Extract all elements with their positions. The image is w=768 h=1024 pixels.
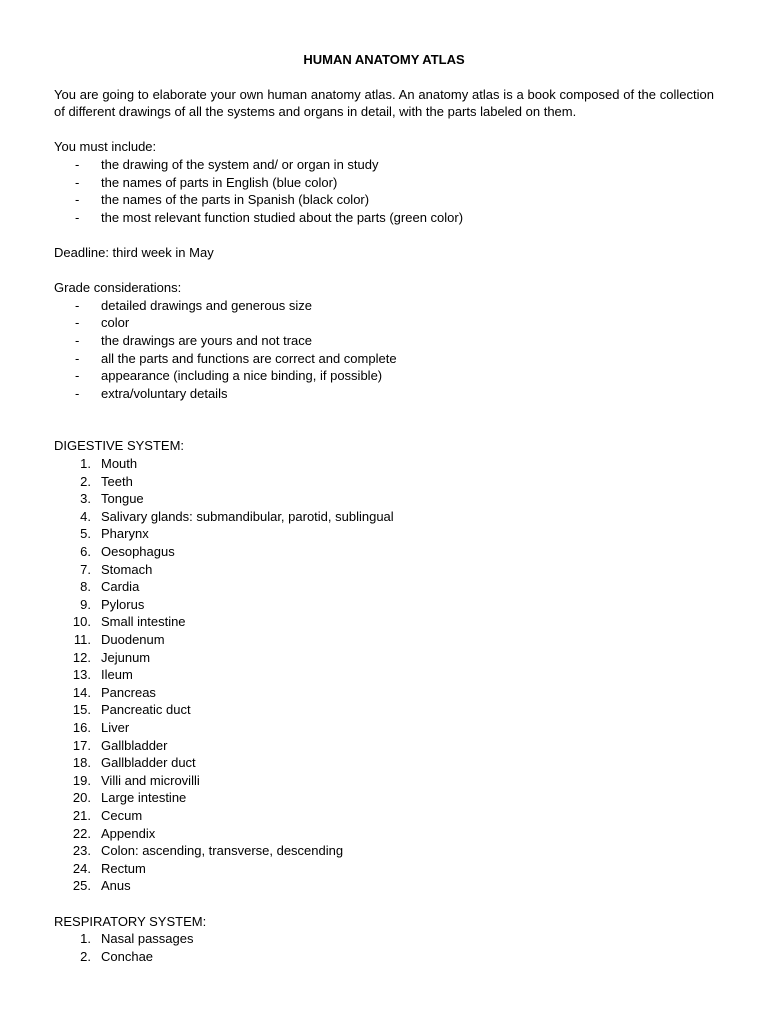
list-item: 20. Large intestine [72,790,187,806]
list-item: 23. Colon: ascending, transverse, descending [72,843,344,859]
list-item: 15. Pancreatic duct [72,702,191,718]
list-item: - the names of parts in English (blue color) [75,174,338,190]
deadline-text: Deadline: third week in May [54,244,214,260]
list-item: - detailed drawings and generous size [75,297,313,313]
list-item: 8. Cardia [80,579,140,595]
list-item: 18. Gallbladder duct [72,755,196,771]
list-item: 25. Anus [72,878,131,894]
list-item: 12. Jejunum [72,649,151,665]
list-item: 24. Rectum [72,860,146,876]
list-item: 2. Conchae [80,948,154,964]
digestive-list [54,455,714,895]
grade-heading: Grade considerations: [54,280,182,296]
list-item: - the most relevant function studied about the parts (green color) [75,209,464,225]
list-item: 3. Tongue [80,491,144,507]
list-item: 9. Pylorus [80,596,145,612]
list-item: 19. Villi and microvilli [72,772,200,788]
grade-list [54,297,714,403]
list-item: - color [75,315,130,331]
list-item: 10. Small intestine [72,614,186,630]
intro-paragraph: You are going to elaborate your own human anatomy atlas. An anatomy atlas is a book composed of the collection of different drawings of all the systems and organs in detail, with the parts labeled on them. [54,86,714,120]
list-item: 11. Duodenum [73,632,165,647]
list-item: - the names of the parts in Spanish (black color) [75,192,370,208]
list-item: - the drawing of the system and/ or organ in study [75,156,379,172]
list-item: 17. Gallbladder [72,737,168,753]
digestive-heading: DIGESTIVE SYSTEM: [54,438,185,454]
respiratory-list [54,930,714,965]
respiratory-heading: RESPIRATORY SYSTEM: [54,913,207,929]
list-item: 1. Mouth [80,456,138,472]
list-item: - extra/voluntary details [75,385,228,401]
list-item: - all the parts and functions are correct and complete [75,350,397,366]
list-item: 1. Nasal passages [80,931,194,947]
list-item: 16. Liver [72,719,130,735]
list-item: 13. Ileum [72,667,133,683]
list-item: 14. Pancreas [72,684,156,700]
list-item: 6. Oesophagus [80,544,175,560]
list-item: 22. Appendix [72,825,156,841]
list-item: 7. Stomach [80,561,153,577]
list-item: - appearance (including a nice binding, if possible) [75,368,383,384]
document-title: HUMAN ANATOMY ATLAS [303,52,465,67]
list-item: 4. Salivary glands: submandibular, parotid, sublingual [80,508,394,524]
list-item: 21. Cecum [72,807,143,823]
list-item: 5. Pharynx [80,526,149,542]
must-include-heading: You must include: [54,139,157,155]
list-item: 2. Teeth [80,473,133,489]
must-include-list [54,156,714,226]
list-item: - the drawings are yours and not trace [75,332,313,348]
